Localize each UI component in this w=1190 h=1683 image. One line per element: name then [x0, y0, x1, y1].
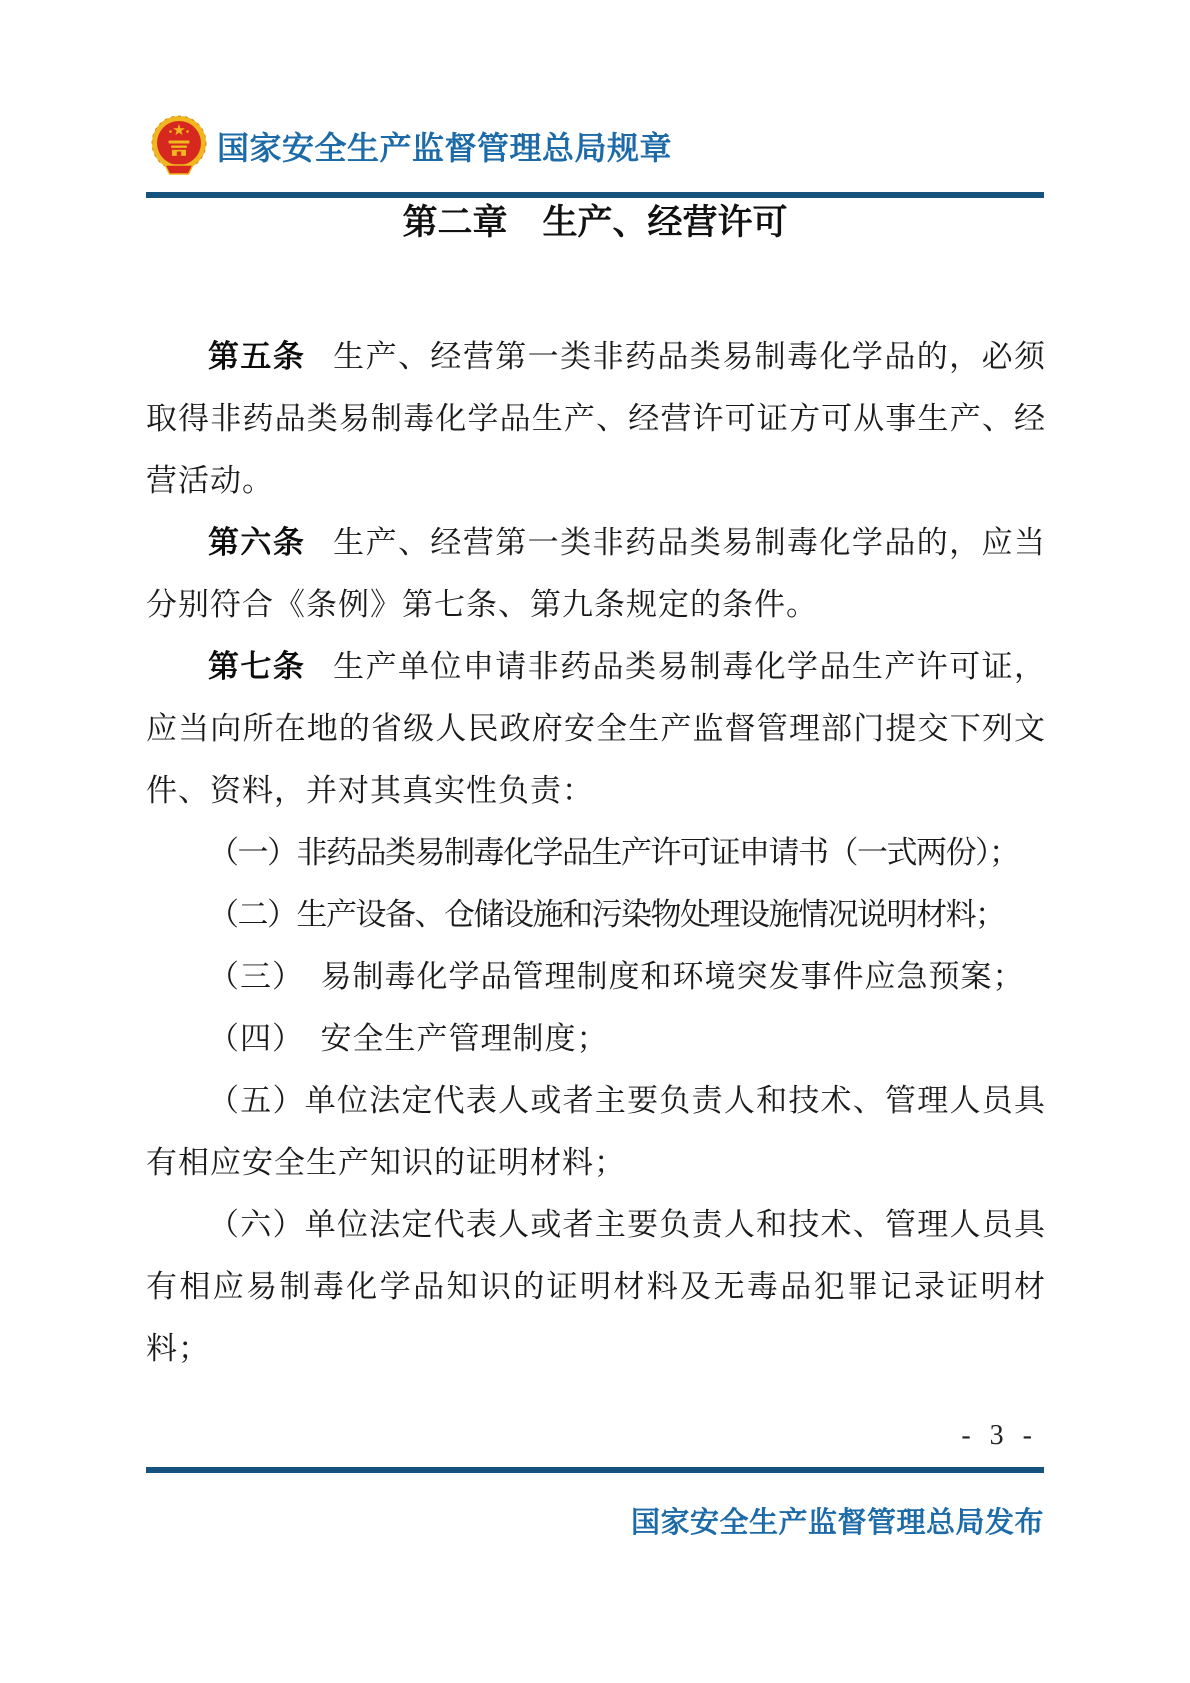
- article-text: 生产、经营第一类非药品类易制毒化学品的，必须取得非药品类易制毒化学品生产、经营许可证方可从事生产、经营活动。: [146, 339, 1046, 498]
- list-item: [146, 884, 1046, 946]
- header-divider: [146, 192, 1044, 198]
- header-agency-title: 国家安全生产监督管理总局规章: [217, 130, 673, 166]
- article-text: （四） 安全生产管理制度；: [208, 1021, 609, 1056]
- list-item: [146, 1070, 1046, 1194]
- article-text: （五）单位法定代表人或者主要负责人和技术、管理人员具有相应安全生产知识的证明材料；: [146, 1083, 1046, 1180]
- article-text: （六）单位法定代表人或者主要负责人和技术、管理人员具有相应易制毒化学品知识的证明材料及无毒品犯罪记录证明材料；: [146, 1207, 1046, 1366]
- list-item: [146, 946, 1046, 1008]
- article-text: 生产、经营第一类非药品类易制毒化学品的，应当分别符合《条例》第七条、第九条规定的条件。: [146, 525, 1046, 622]
- list-item: [146, 1008, 1046, 1070]
- footer-divider: [146, 1467, 1044, 1473]
- article-number-label: 第六条: [208, 525, 306, 560]
- article-paragraph: [146, 326, 1046, 512]
- chapter-title: 第二章 生产、经营许可: [402, 203, 788, 242]
- footer-publisher: 国家安全生产监督管理总局发布: [630, 1507, 1044, 1539]
- article-text: （三） 易制毒化学品管理制度和环境突发事件应急预案；: [208, 959, 1025, 994]
- national-emblem-icon: [148, 114, 210, 178]
- document-header: [148, 114, 672, 178]
- article-paragraph: [146, 512, 1046, 636]
- list-item: [146, 822, 1046, 884]
- list-item: [146, 1194, 1046, 1380]
- article-text: 生产单位申请非药品类易制毒化学品生产许可证，应当向所在地的省级人民政府安全生产监督管理部门提交下列文件、资料，并对其真实性负责：: [146, 649, 1046, 808]
- article-text: （一）非药品类易制毒化学品生产许可证申请书（一式两份）；: [208, 835, 1019, 870]
- article-number-label: 第七条: [208, 649, 306, 684]
- article-number-label: 第五条: [208, 339, 306, 374]
- article-text: （二）生产设备、仓储设施和污染物处理设施情况说明材料；: [208, 897, 1005, 932]
- document-body: [146, 326, 1046, 1380]
- page-number: - 3 -: [961, 1420, 1038, 1451]
- article-paragraph: [146, 636, 1046, 822]
